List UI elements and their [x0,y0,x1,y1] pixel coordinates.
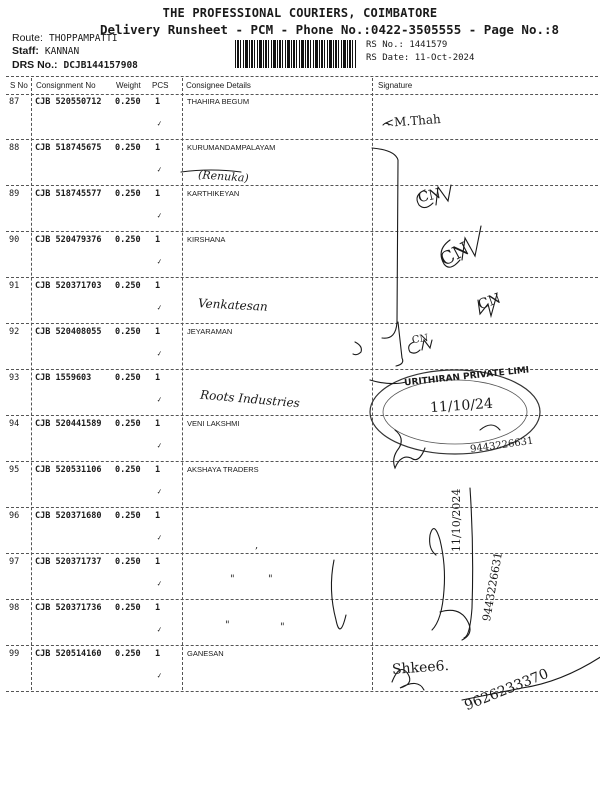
row-consignment-no: CJB 520514160 [35,649,102,659]
row-pcs: 1 [155,235,161,245]
check-mark-icon: ✓ [156,440,163,451]
handwritten-phone: 9443226631 [480,551,505,623]
row-serial: 93 [9,373,20,383]
handwritten-signature: CN [436,238,473,271]
row-weight: 0.250 [115,143,141,153]
row-weight: 0.250 [115,281,141,291]
stamp-date: 11/10/24 [429,395,494,417]
company-title: THE PROFESSIONAL COURIERS, COIMBATORE [162,6,438,20]
row-consignment-no: CJB 518745577 [35,189,102,199]
row-weight: 0.250 [115,327,141,337]
row-weight: 0.250 [115,235,141,245]
ditto-mark: " [268,574,273,585]
row-consignee: VENI LAKSHMI [187,419,240,428]
col-signature: Signature [378,81,413,90]
row-serial: 87 [9,97,20,107]
handwritten-signature: CN [411,332,430,347]
bracket-stroke [372,148,398,338]
stamp-text: URITHIRAN PRIVATE LIMI [403,365,530,389]
signature-stroke [331,560,346,629]
row-consignment-no: CJB 520408055 [35,327,102,337]
runsheet-title: Delivery Runsheet - PCM - Phone No.:0422-3505555 - Page No.:8 [100,22,560,37]
check-mark-icon: ✓ [156,394,163,405]
row-pcs: 1 [155,603,161,613]
staff-value: KANNAN [44,46,80,57]
check-mark-icon: ✓ [156,670,163,681]
row-serial: 90 [9,235,20,245]
handwritten-phone: 9626233370 [462,665,551,715]
row-serial: 91 [9,281,20,291]
row-weight: 0.250 [115,465,141,475]
row-consignee: THAHIRA BEGUM [187,97,250,106]
signature-stroke [430,529,445,630]
row-serial: 88 [9,143,20,153]
check-mark-icon: ✓ [156,624,163,635]
row-consignee: KURUMANDAMPALAYAM [187,143,276,152]
row-consignment-no: CJB 1559603 [35,373,92,383]
col-pcs: PCS [152,81,169,90]
row-serial: 99 [9,649,20,659]
row-consignment-no: CJB 520371703 [35,281,102,291]
handwritten-signature: CN [416,185,443,207]
drs-value: DCJB144157908 [63,60,138,71]
check-mark-icon: ✓ [156,118,163,129]
handwritten-name: Roots Industries [199,387,301,411]
row-pcs: 1 [155,419,161,429]
row-weight: 0.250 [115,649,141,659]
row-serial: 94 [9,419,20,429]
row-pcs: 1 [155,465,161,475]
col-sno: S No [10,81,28,90]
row-consignee: JEYARAMAN [187,327,233,336]
drs-label: DRS No.: [12,59,58,71]
row-consignment-no: CJB 520441589 [35,419,102,429]
handwritten-name: (Renuka) [197,168,250,185]
row-pcs: 1 [155,511,161,521]
row-weight: 0.250 [115,603,141,613]
signature-stroke [440,610,470,640]
handwritten-date: 11/10/2024 [450,488,463,552]
row-consignment-no: CJB 520550712 [35,97,102,107]
staff-label: Staff: [12,45,39,57]
row-serial: 95 [9,465,20,475]
col-weight: Weight [116,81,141,90]
row-serial: 98 [9,603,20,613]
bracket-stroke [396,322,403,366]
row-pcs: 1 [155,649,161,659]
row-serial: 97 [9,557,20,567]
row-weight: 0.250 [115,189,141,199]
check-mark-icon: ✓ [156,578,163,589]
check-mark-icon: ✓ [156,210,163,221]
check-mark-icon: ✓ [156,256,163,267]
ditto-mark: " [280,622,285,633]
signature-stroke [370,380,406,384]
row-serial: 89 [9,189,20,199]
row-consignment-no: CJB 520531106 [35,465,102,475]
ditto-mark: " [230,574,235,585]
row-pcs: 1 [155,327,161,337]
check-mark-icon: ✓ [156,164,163,175]
row-weight: 0.250 [115,557,141,567]
row-pcs: 1 [155,281,161,291]
row-weight: 0.250 [115,419,141,429]
row-consignee: AKSHAYA TRADERS [187,465,259,474]
row-pcs: 1 [155,373,161,383]
ditto-mark: , [255,540,259,551]
signature-stroke [464,488,473,638]
handwritten-signature: Shkee6. [391,658,450,678]
rs-date: RS Date: 11-Oct-2024 [366,53,475,63]
signature-stroke [480,425,500,430]
row-pcs: 1 [155,143,161,153]
row-weight: 0.250 [115,97,141,107]
signature-stroke [394,430,425,468]
route-value: THOPPAMPATTI [48,33,118,44]
handwritten-signature: <M.Thah [383,112,442,130]
row-weight: 0.250 [115,373,141,383]
row-serial: 96 [9,511,20,521]
row-pcs: 1 [155,97,161,107]
col-consignee: Consignee Details [186,81,251,90]
handwritten-name: Venkatesan [197,296,269,314]
row-consignment-no: CJB 520371680 [35,511,102,521]
handwritten-signature: CN [475,290,504,314]
handwritten-phone: 9443226631 [469,435,535,456]
check-mark-icon: ✓ [156,532,163,543]
row-consignee: KARTHIKEYAN [187,189,240,198]
row-consignment-no: CJB 520371736 [35,603,102,613]
row-consignee: KIRSHANA [187,235,226,244]
ditto-mark: " [225,620,230,631]
row-serial: 92 [9,327,20,337]
row-pcs: 1 [155,189,161,199]
signature-stroke [353,342,361,355]
route-label: Route: [12,32,43,44]
col-consignment: Consignment No [36,81,96,90]
row-weight: 0.250 [115,511,141,521]
check-mark-icon: ✓ [156,486,163,497]
row-consignment-no: CJB 518745675 [35,143,102,153]
check-mark-icon: ✓ [156,348,163,359]
row-consignment-no: CJB 520479376 [35,235,102,245]
row-pcs: 1 [155,557,161,567]
row-consignee: GANESAN [187,649,224,658]
rs-number: RS No.: 1441579 [366,40,448,50]
row-consignment-no: CJB 520371737 [35,557,102,567]
check-mark-icon: ✓ [156,302,163,313]
